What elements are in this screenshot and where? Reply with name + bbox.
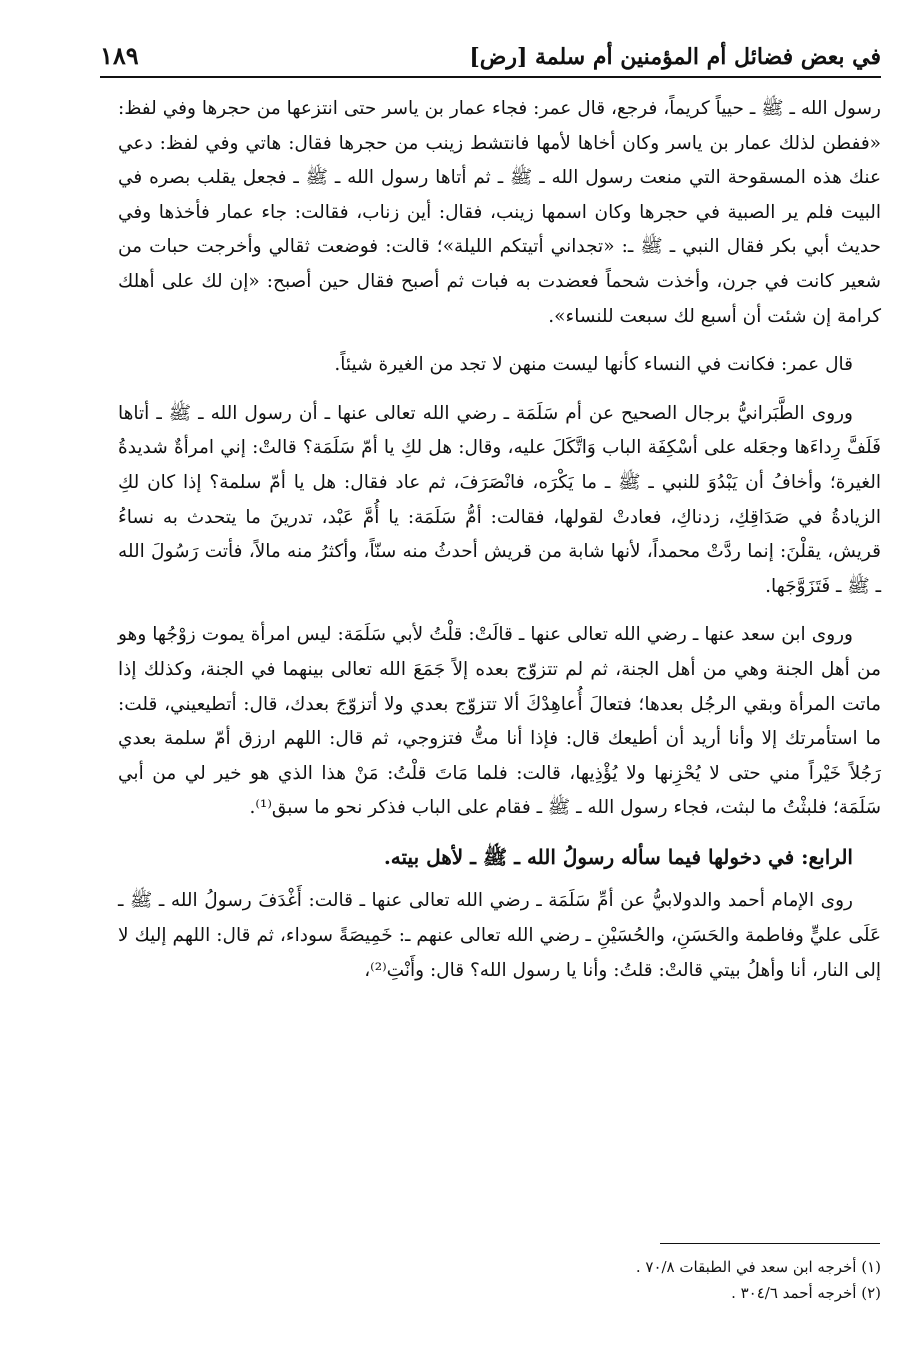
running-header	[100, 34, 881, 70]
page-number: ١٨٩	[100, 41, 139, 70]
running-title: في بعض فضائل أم المؤمنين أم سلمة [رض]	[469, 44, 881, 70]
footnote: (٢) أخرجه أحمد ٣٠٤/٦ .	[731, 1284, 881, 1302]
paragraph: قال عمر: فكانت في النساء كأنها ليست منهن لا تجد من الغيرة شيئاً.	[334, 354, 853, 376]
paragraph: رسول الله ـ ﷺ ـ حيياً كريماً، فرجع، قال عمر: فجاء عمار بن ياسر حتى انتزعها من حجرها وفي لفظ: «ففطن لذلك عمار بن ياسر وكان أخاها لأمها فانتشط زينب من حجرها فقال: هاتي وفي لفظ: دعي عنك هذه المسقوحة التي منعت رسول الله ـ ﷺ ـ ثم أتاها رسول الله ـ ﷺ ـ فجعل يقلب بصره في البيت فلم ير الصبية في حجرها وكان اسمها زينب، فقال: أين زناب، فقالت: جاء عمار فأخذها وفي حديث أبي بكر فقال النبي ـ ﷺ ـ: «تجداني أتيتكم الليلة»؛ قالت: فوضعت ثقالي وأخرجت حبات من شعير كانت في جرن، وأخذت شحماً فعضدت به فبات ثم أصبح فقال حين أصبح: «إن لك على أهلك كرامة إن شئت أن أسبع لك سبعت للنساء».	[118, 98, 881, 327]
paragraph: وروى ابن سعد عنها ـ رضي الله تعالى عنها ـ قالَتْ: قلْتُ لأبي سَلَمَة: ليس امرأة يموت زوْجُها وهو من أهل الجنة وهي من أهل الجنة، ثم لم تتزوّج بعده إلاً جَمَعَ الله تعالى بينهما في الجنة، وكذلك إذا ماتت المرأة وبقي الرجُل بعدها؛ فتعالَ أُعاهِدْكَ ألا تتزوّج بعدي ولا أتزوّجَ بعدك، قال: أتطيعيني، قلت: ما استأمرتك إلا وأنا أريد أن أطيعك قال: فإذا أنا متُّ فتزوجي، ثم قال: اللهم ارزق أمّ سلمة بعدي رَجُلاً خَيْراً مني حتى لا يُحْزِنها ولا يُؤْذِيها، قالت: فلما مَاتَ قلْتُ: مَنْ هذا الذي هو خير لي من أبي سَلَمَة؛ فلبثْتُ ما لبثت، فجاء رسول الله ـ ﷺ ـ فقام على الباب فذكر نحو ما سبق⁽¹⁾.	[118, 624, 881, 819]
paragraph: وروى الطَّبَرانيُّ برجال الصحيح عن أم سَلَمَة ـ رضي الله تعالى عنها ـ أن رسول الله ـ ﷺ ـ أتاها فَلَفَّ رِداءَها وجعَله على أسْكِفَة الباب وَاتَّكَلَ عليه، وقال: هل لكِ يا أمّ سَلَمَة؟ قالتْ: إني امرأةٌ شديدةُ الغيرة؛ وأخافُ أن يَبْدُوَ للنبي ـ ﷺ ـ ما يَكْرَه، فانْصَرَفَ، ثم عاد فقال: هل يا أمّ سلمة؟ إذا كان لكِ الزيادةُ في صَدَاقِكِ، زدناكِ، فعادتْ لقولها، فقالت: أمُّ سَلَمَة: يا أُمَّ عَبْد، تدرينَ ما يتحدث به نساءُ قريش، يقلْنَ: إنما ردَّتْ محمداً، لأنها شابة من قريش أحدثُ منه سنّاً، وأكثرُ منه مالاً، فأتت رَسُولَ الله ـ ﷺ ـ فَتَزَوَّجَها.	[118, 402, 881, 597]
paragraph: روى الإمام أحمد والدولابيُّ عن أمِّ سَلَمَة ـ رضي الله تعالى عنها ـ قالت: أَغْدَفَ رسولُ الله ـ ﷺ ـ عَلَى عليٍّ وفاطمة والحَسَنِ، والحُسَيْنِ ـ رضي الله تعالى عنهم ـ: خَمِيصَةً سوداء، ثم قال: اللهم إليك لا إلى النار، أنا وأهلُ بيتي قالتْ: قلتُ: وأنا يا رسول الله؟ قال: وأَنْتِ⁽²⁾،	[118, 890, 881, 981]
header-rule	[100, 76, 881, 78]
footnote: (١) أخرجه ابن سعد في الطبقات ٧٠/٨ .	[635, 1258, 881, 1276]
main-text	[118, 92, 881, 1002]
section-heading: الرابع: في دخولها فيما سأله رسولُ الله ـ ﷺ ـ لأهل بيته.	[383, 844, 853, 869]
footnote-rule	[660, 1243, 880, 1244]
footnotes	[118, 1254, 881, 1306]
